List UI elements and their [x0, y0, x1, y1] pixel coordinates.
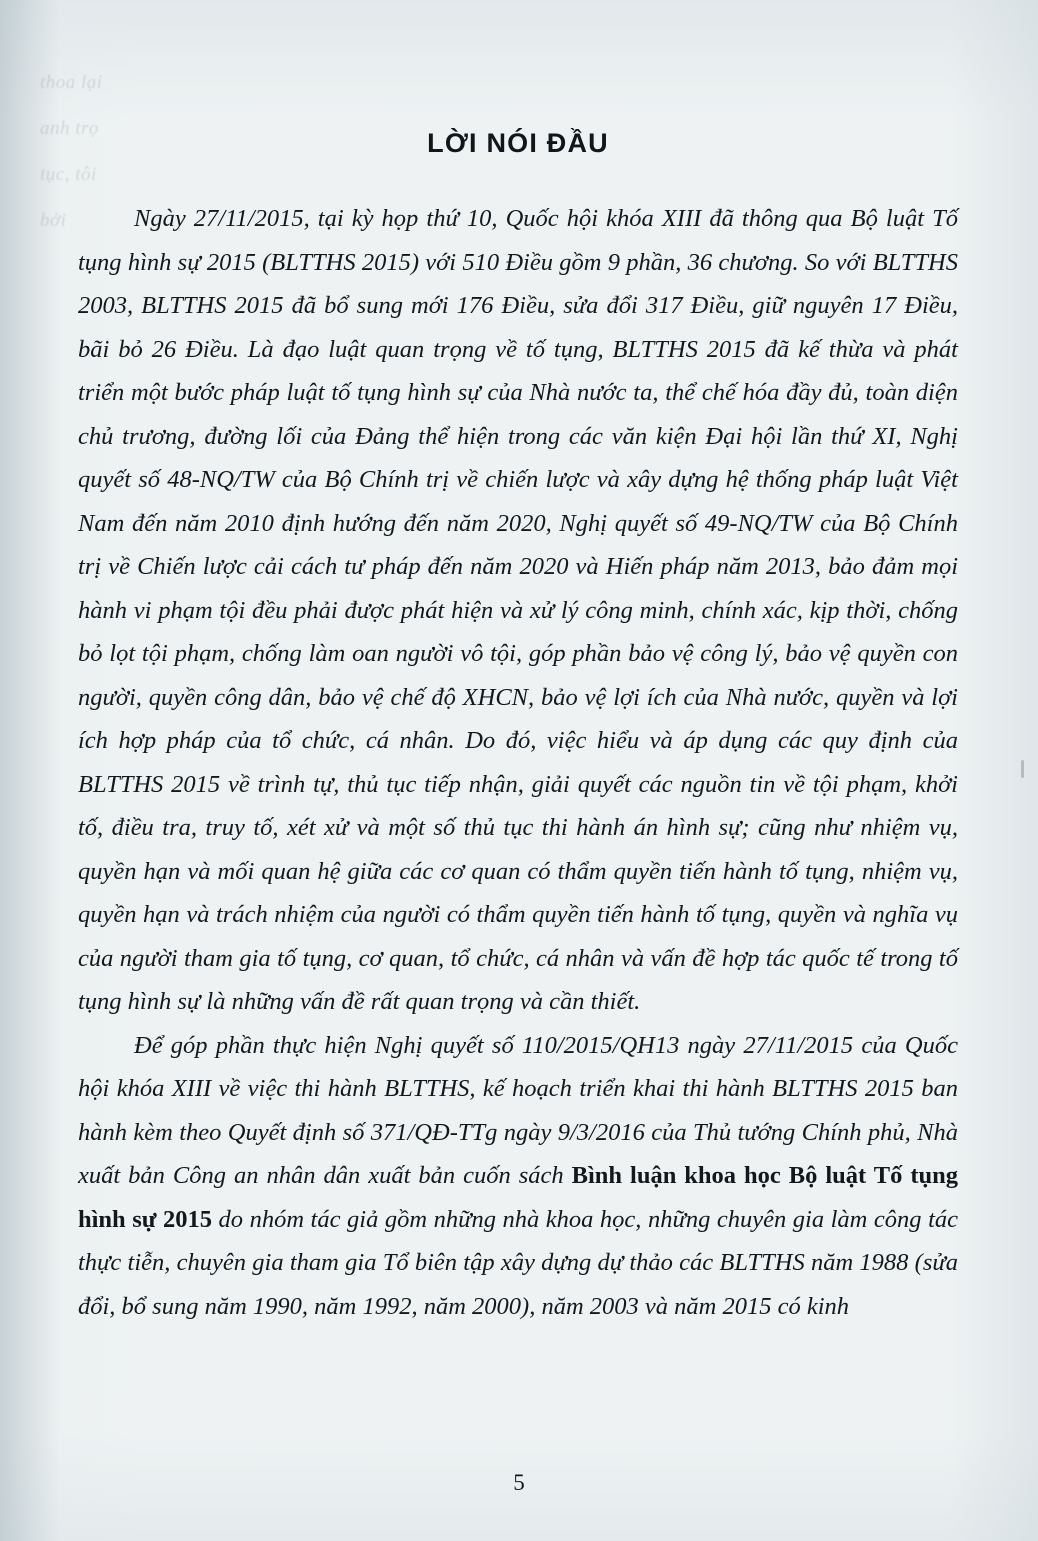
book-title-bold: Bình luận khoa học Bộ luật Tố tụng hình sự 2015	[78, 1162, 958, 1233]
page-title: LỜI NÓI ĐẦU	[427, 128, 609, 158]
paragraph-1: Ngày 27/11/2015, tại kỳ họp thứ 10, Quốc hội khóa XIII đã thông qua Bộ luật Tố tụng hình sự 2015 (BLTTHS 2015) với 510 Điều gồm 9 phần, 36 chương. So với BLTTHS 2003, BLTTHS 2015 đã bổ sung mới 176 Điều, sửa đổi 317 Điều, giữ nguyên 17 Điều, bãi bỏ 26 Điều. Là đạo luật quan trọng về tố tụng, BLTTHS 2015 đã kế thừa và phát triển một bước pháp luật tố tụng hình sự của Nhà nước ta, thể chế hóa đầy đủ, toàn diện chủ trương, đường lối của Đảng thể hiện trong các văn kiện Đại hội lần thứ XI, Nghị quyết số 48-NQ/TW của Bộ Chính trị về chiến lược và xây dựng hệ thống pháp luật Việt Nam đến năm 2010 định hướng đến năm 2020, Nghị quyết số 49-NQ/TW của Bộ Chính trị về Chiến lược cải cách tư pháp đến năm 2020 và Hiến pháp năm 2013, bảo đảm mọi hành vi phạm tội đều phải được phát hiện và xử lý công minh, chính xác, kịp thời, chống bỏ lọt tội phạm, chống làm oan người vô tội, góp phần bảo vệ công lý, bảo vệ quyền con người, quyền công dân, bảo vệ chế độ XHCN, bảo vệ lợi ích của Nhà nước, quyền và lợi ích hợp pháp của tổ chức, cá nhân. Do đó, việc hiểu và áp dụng các quy định của BLTTHS 2015 về trình tự, thủ tục tiếp nhận, giải quyết các nguồn tin về tội phạm, khởi tố, điều tra, truy tố, xét xử và một số thủ tục thi hành án hình sự; cũng như nhiệm vụ, quyền hạn và mối quan hệ giữa các cơ quan có thẩm quyền tiến hành tố tụng, nhiệm vụ, quyền hạn và trách nhiệm của người có thẩm quyền tiến hành tố tụng, quyền và nghĩa vụ của người tham gia tố tụng, cơ quan, tổ chức, cá nhân và vấn đề hợp tác quốc tế trong tố tụng hình sự là những vấn đề rất quan trọng và cần thiết.	[78, 205, 958, 1015]
page-content	[78, 128, 958, 1328]
paragraph-2-text-before: Để góp phần thực hiện Nghị quyết số 110/2015/QH13 ngày 27/11/2015 của Quốc hội khóa XIII về việc thi hành BLTTHS, kế hoạch triển khai thi hành BLTTHS 2015 ban hành kèm theo Quyết định số 371/QĐ-TTg ngày 9/3/2016 của Thủ tướng Chính phủ, Nhà xuất bản Công an nhân dân xuất bản cuốn sách	[78, 1031, 958, 1189]
page-number: 5	[513, 1470, 525, 1495]
edge-mark	[1021, 760, 1024, 778]
paragraph-2-text-after: do nhóm tác giả gồm những nhà khoa học, những chuyên gia làm công tác thực tiễn, chuyên gia tham gia Tổ biên tập xây dựng dự thảo các BLTTHS năm 1988 (sửa đổi, bổ sung năm 1990, năm 1992, năm 2000), năm 2003 và năm 2015 có kinh	[78, 1205, 958, 1320]
paragraph-2	[78, 1024, 958, 1329]
